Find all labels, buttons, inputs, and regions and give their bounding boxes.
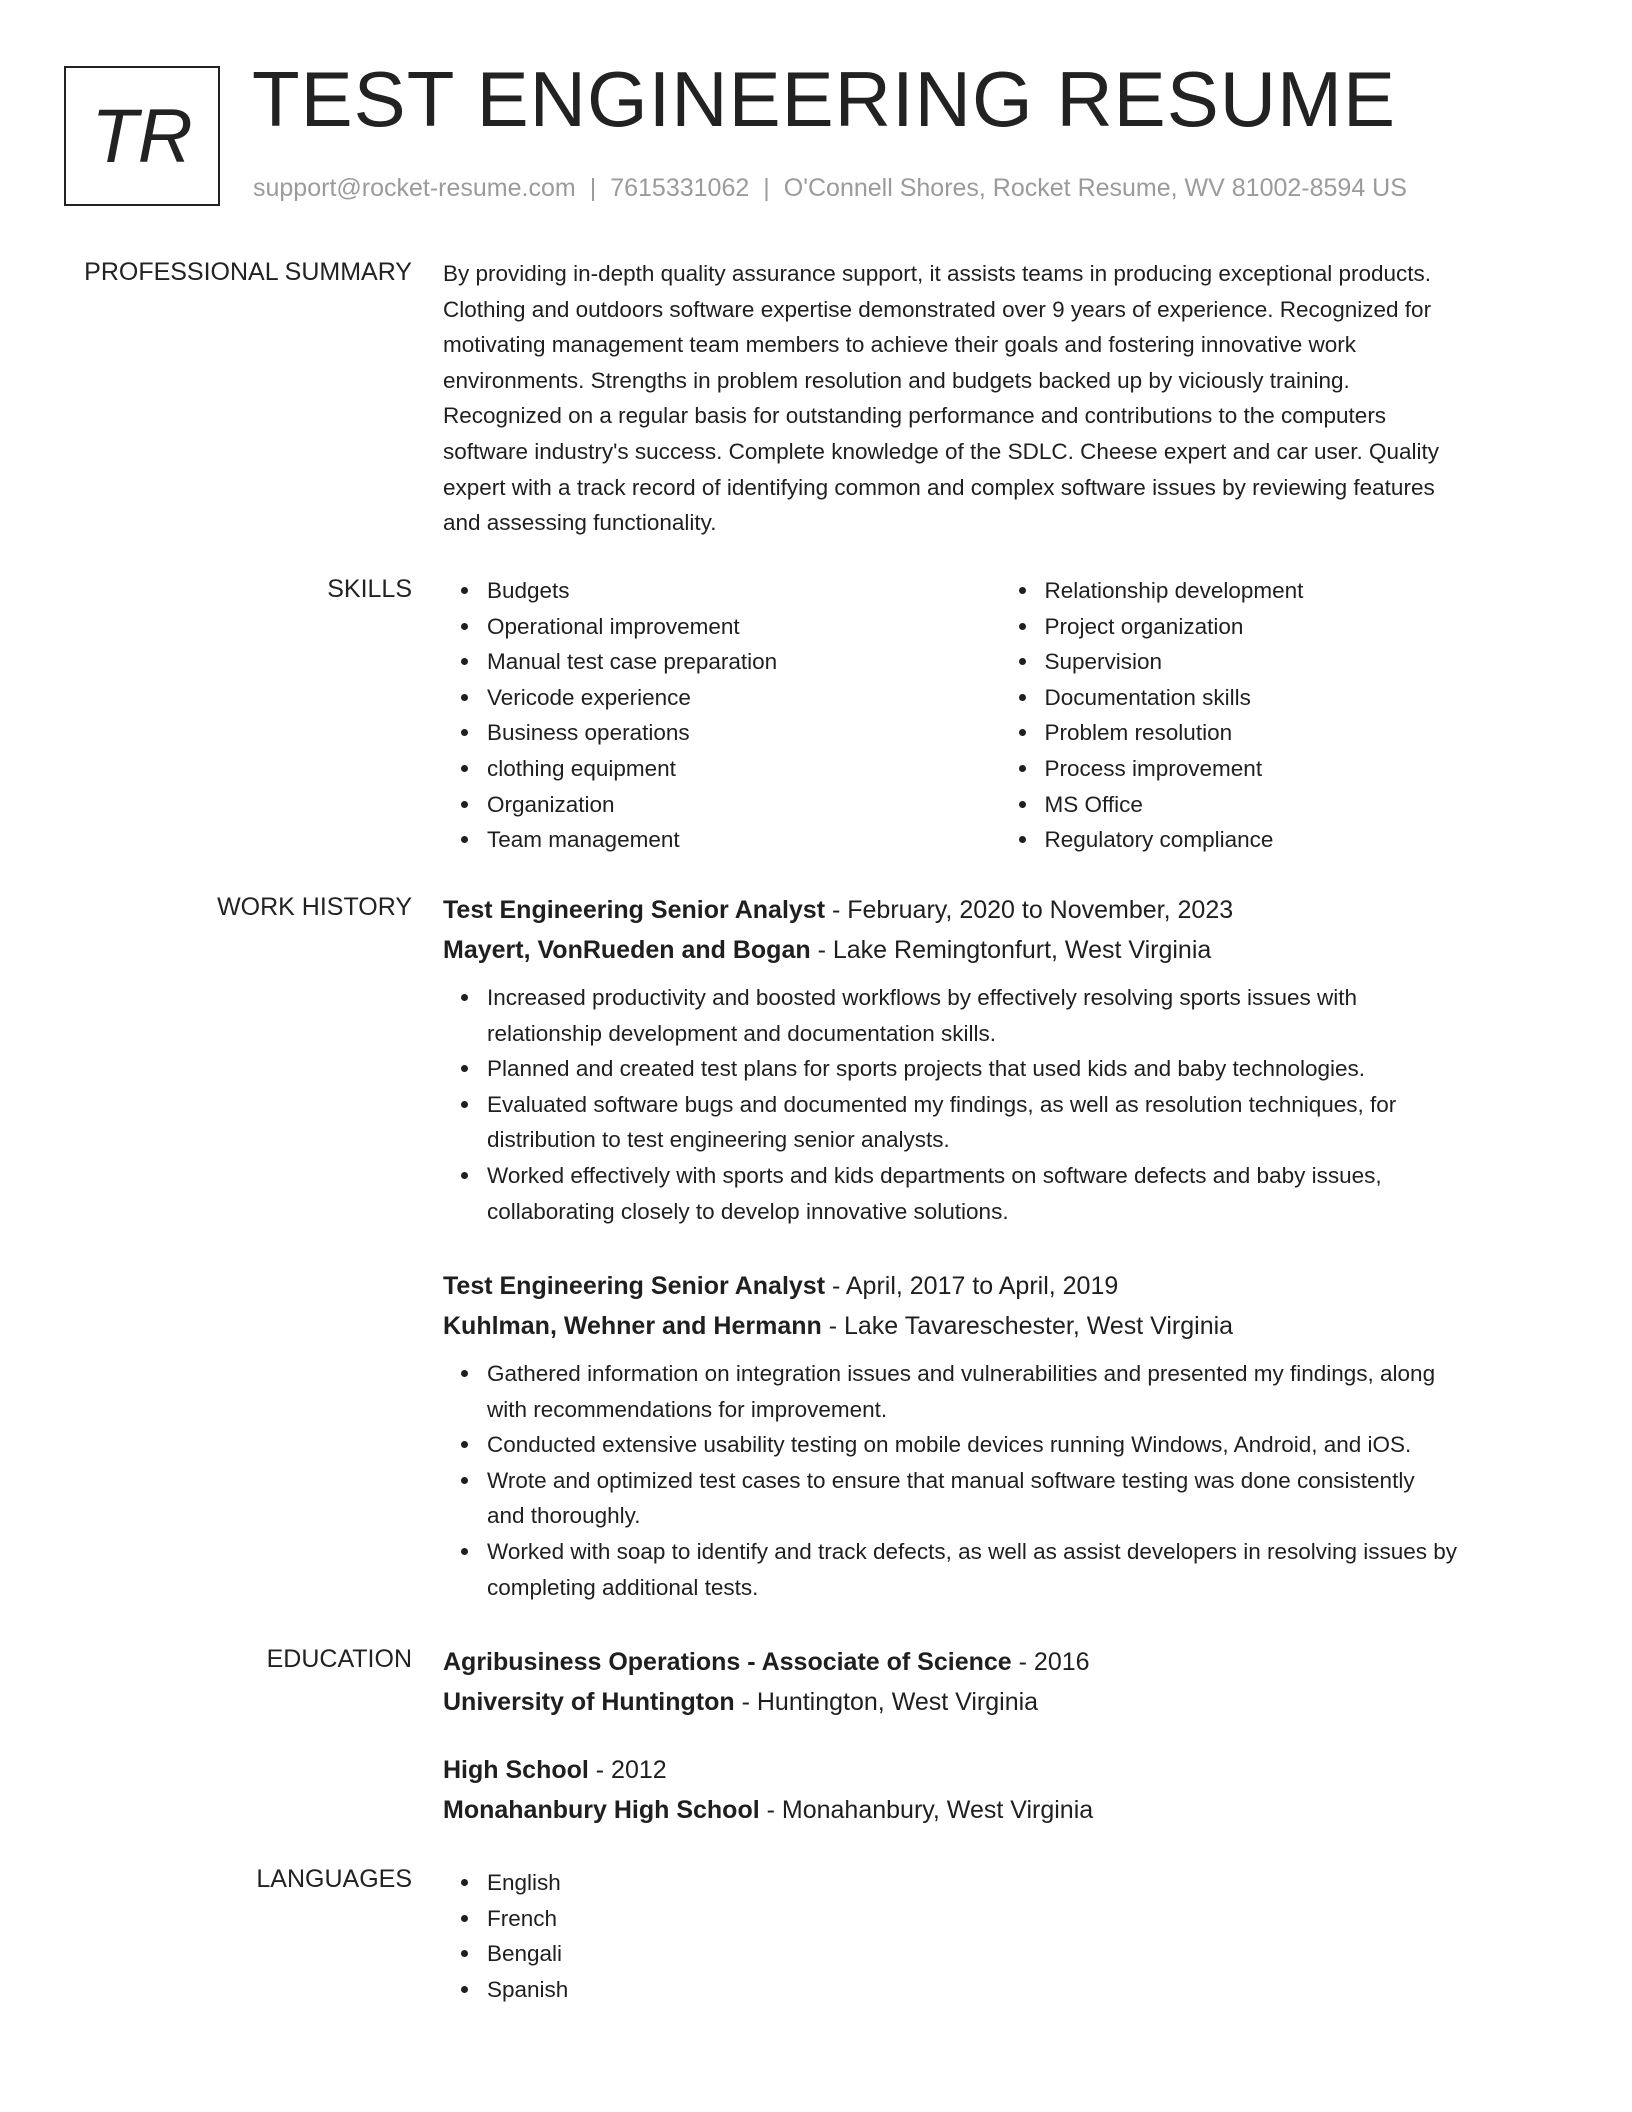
duty-line: collaborating closely to develop innovative solutions. [487,1198,1009,1224]
skills-heading: SKILLS [327,575,412,603]
skill-item: Supervision [1045,644,1559,680]
duty-line: and thoroughly. [487,1503,641,1529]
duty-line: Worked with soap to identify and track defects, as well as assist developers in resolving issues by [487,1538,1458,1564]
contact-address: O'Connell Shores, Rocket Resume, WV 81002-8594 US [783,174,1407,202]
job-dates: - February, 2020 to November, 2023 [825,896,1234,924]
language-item: Spanish [487,1972,1558,2008]
skill-item: Project organization [1045,609,1559,645]
school-line [443,1682,1558,1722]
summary-line: and assessing functionality. [443,510,717,536]
skill-item: Regulatory compliance [1045,822,1559,858]
duty-line: Conducted extensive usability testing on mobile devices running Windows, Android, and iOS. [487,1432,1412,1458]
contact-email[interactable]: support@rocket-resume.com [253,174,576,202]
skill-item: clothing equipment [487,751,1001,787]
resume-title: TEST ENGINEERING RESUME [252,55,1397,143]
job-duty [487,1534,1558,1605]
degree-name: Agribusiness Operations - Associate of Science [443,1648,1012,1676]
skill-item: Manual test case preparation [487,644,1001,680]
job-title-line [443,890,1558,930]
job-location: - Lake Tavareschester, West Virginia [821,1312,1234,1340]
education-entry [443,1750,1558,1830]
job-title: Test Engineering Senior Analyst [443,1272,826,1300]
degree-year: - 2016 [1011,1648,1090,1676]
summary-line: expert with a track record of identifying common and complex software issues by reviewing features [443,474,1435,500]
contact-phone[interactable]: 7615331062 [610,174,750,202]
skill-item: Relationship development [1045,573,1559,609]
job-duty [487,1427,1558,1463]
skill-item: Problem resolution [1045,715,1559,751]
job-company-line [443,1306,1558,1346]
job-duty [487,1356,1558,1427]
duty-line: Increased productivity and boosted workflows by effectively resolving sports issues with [487,985,1357,1010]
skill-item: Vericode experience [487,680,1001,716]
summary-line: By providing in-depth quality assurance support, it assists teams in producing exceptional products. [443,261,1432,286]
school-location: - Monahanbury, West Virginia [759,1796,1094,1824]
job-entry [443,890,1558,1229]
school-name: University of Huntington [443,1688,735,1716]
skill-item: Budgets [487,573,1001,609]
summary-text [443,256,1558,541]
skills-column-left [443,573,1001,858]
job-location: - Lake Remingtonfurt, West Virginia [810,936,1212,964]
education-heading: EDUCATION [266,1645,412,1673]
degree-line [443,1642,1558,1682]
skill-item: Team management [487,822,1001,858]
duty-line: completing additional tests. [487,1574,759,1600]
summary-line: motivating management team members to achieve their goals and fostering innovative work [443,332,1356,358]
monogram-badge: TR [64,66,220,206]
job-title-line [443,1266,1558,1306]
skill-item: Process improvement [1045,751,1559,787]
duty-line: relationship development and documentation skills. [487,1020,997,1046]
duty-line: Gathered information on integration issues and vulnerabilities and presented my findings, along [487,1361,1436,1386]
duty-line: Planned and created test plans for sports projects that used kids and baby technologies. [487,1056,1366,1082]
degree-name: High School [443,1756,589,1784]
job-duty [487,1158,1558,1229]
school-line [443,1790,1558,1830]
skill-item: Business operations [487,715,1001,751]
job-duty [487,1087,1558,1158]
job-entry [443,1266,1558,1605]
job-duty [487,1463,1558,1534]
job-title: Test Engineering Senior Analyst [443,896,826,924]
job-company: Kuhlman, Wehner and Hermann [443,1312,822,1340]
skill-item: Operational improvement [487,609,1001,645]
language-item: English [487,1865,1558,1901]
job-duty [487,1051,1558,1087]
contact-line [253,174,1407,203]
skill-item: Documentation skills [1045,680,1559,716]
skills-column-right [1001,573,1559,858]
degree-line [443,1750,1558,1790]
skills-list [443,573,1558,858]
languages-list [443,1865,1558,2007]
languages-items [443,1865,1558,2007]
summary-line: environments. Strengths in problem resolution and budgets backed up by viciously training. [443,367,1350,393]
summary-line: Clothing and outdoors software expertise demonstrated over 9 years of experience. Recognized for [443,296,1432,322]
job-dates: - April, 2017 to April, 2019 [825,1272,1119,1300]
skill-item: Organization [487,787,1001,823]
skill-item: MS Office [1045,787,1559,823]
summary-heading: PROFESSIONAL SUMMARY [84,258,412,286]
summary-line: software industry's success. Complete knowledge of the SDLC. Cheese expert and car user. Quality [443,438,1440,464]
summary-line: Recognized on a regular basis for outstanding performance and contributions to the computers [443,403,1387,429]
duty-line: Evaluated software bugs and documented my findings, as well as resolution techniques, for [487,1091,1397,1117]
job-duties [443,980,1558,1229]
education-entry [443,1642,1558,1722]
degree-year: - 2012 [588,1756,667,1784]
work-history-heading: WORK HISTORY [217,893,412,921]
language-item: Bengali [487,1936,1558,1972]
duty-line: distribution to test engineering senior analysts. [487,1127,950,1153]
school-location: - Huntington, West Virginia [734,1688,1039,1716]
contact-separator: | [763,174,770,202]
duty-line: with recommendations for improvement. [487,1396,888,1422]
job-company: Mayert, VonRueden and Bogan [443,936,811,964]
job-company-line [443,930,1558,970]
contact-separator: | [589,174,597,202]
languages-heading: LANGUAGES [256,1865,412,1893]
duty-line: Worked effectively with sports and kids departments on software defects and baby issues, [487,1162,1382,1188]
language-item: French [487,1901,1558,1937]
job-duties [443,1356,1558,1605]
duty-line: Wrote and optimized test cases to ensure that manual software testing was done consistently [487,1467,1415,1493]
school-name: Monahanbury High School [443,1796,760,1824]
job-duty [487,980,1558,1051]
